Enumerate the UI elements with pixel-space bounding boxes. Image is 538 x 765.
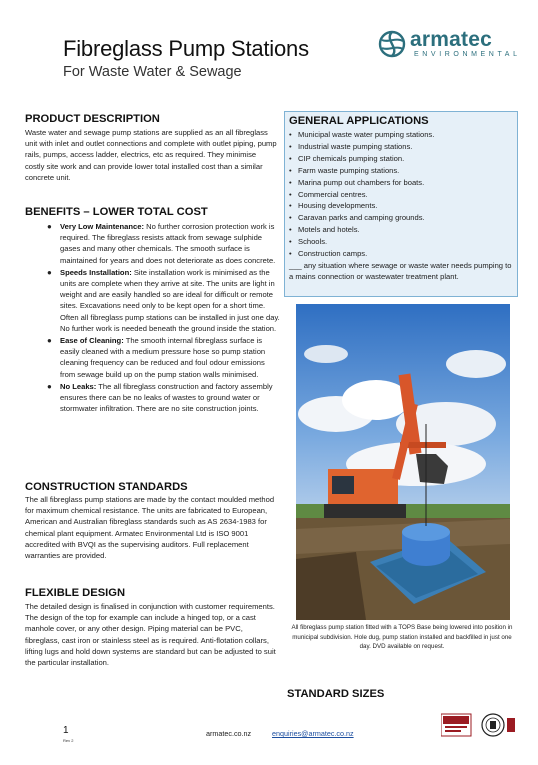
flexible-heading: FLEXIBLE DESIGN: [25, 587, 126, 599]
armatec-logo: [378, 27, 520, 63]
benefit-item: [45, 381, 280, 415]
benefits-list: [45, 221, 280, 415]
benefit-text: The smooth internal fibreglass surface is easily cleaned with a medium pressure hose so pump station cleaning frequency can be reduced and foul odour emissions from sewage build up on the pump station walls minimised.: [60, 336, 266, 379]
construction-heading: CONSTRUCTION STANDARDS: [25, 481, 188, 493]
benefits-heading: BENEFITS – LOWER TOTAL COST: [25, 206, 208, 218]
benefit-label: Ease of Cleaning:: [60, 336, 124, 346]
list-item: • Housing developments.: [289, 201, 378, 211]
applications-heading: GENERAL APPLICATIONS: [289, 115, 429, 127]
brand-name: armatec: [410, 28, 492, 51]
bullet-icon: •: [289, 177, 292, 187]
list-item: • Industrial waste pumping stations.: [289, 141, 413, 151]
pump-station-photo: [296, 304, 510, 620]
list-item: • Schools.: [289, 237, 328, 247]
benefit-item: [45, 221, 280, 266]
benefit-item: [45, 267, 280, 334]
iso-certification-icon: [441, 712, 515, 738]
footer-email-link[interactable]: enquiries@armatec.co.nz: [272, 729, 354, 738]
list-item: • Caravan parks and camping grounds.: [289, 213, 425, 223]
bullet-icon: ●: [47, 336, 52, 346]
list-item: • CIP chemicals pumping station.: [289, 153, 405, 163]
bullet-icon: •: [289, 141, 292, 151]
standard-sizes-heading: STANDARD SIZES: [287, 688, 385, 700]
excavator-photo-icon: [296, 304, 510, 620]
bullet-icon: ●: [47, 267, 52, 277]
footer-website-link[interactable]: armatec.co.nz: [206, 729, 252, 738]
flexible-text: The detailed design is finalised in conjunction with customer requirements. The design of the top for example can include a hinged top, or a cast manhole cover, or any other design. Piping material can be PVC, fibreglass, cast iron or stainless steel as is required. Anti-flotation collars, lifting lugs and hold down systems are standard but can be adjusted to suit the particular installation.: [25, 602, 276, 668]
bullet-icon: ●: [47, 381, 52, 391]
bullet-icon: •: [289, 213, 292, 223]
list-item: • Marina pump out chambers for boats.: [289, 177, 425, 187]
product-description-heading: PRODUCT DESCRIPTION: [25, 113, 160, 125]
certification-logos: [441, 712, 515, 738]
list-item: • Municipal waste water pumping stations.: [289, 130, 435, 139]
benefit-text: No further corrosion protection work is required. The fibreglass resists attack from sewage sulphide gases and many other chemicals. The smooth surface is maintained for years and does not deteriorate as does concrete.: [60, 222, 276, 265]
bullet-icon: •: [289, 165, 292, 175]
bullet-icon: •: [289, 237, 292, 247]
bullet-icon: •: [289, 225, 292, 235]
photo-caption: All fibreglass pump station fitted with a TOPS Base being lowered into position in municipal subdivision. Hole dug, pump station installed and backfilled in just one day. DVD available on request.: [291, 624, 513, 650]
bullet-icon: •: [289, 153, 292, 163]
benefit-label: No Leaks:: [60, 381, 97, 391]
benefit-item: [45, 335, 280, 380]
applications-box: [284, 111, 518, 297]
bullet-icon: •: [289, 130, 292, 139]
bullet-icon: •: [289, 189, 292, 199]
benefit-text: The all fibreglass construction and factory assembly ensures there can be no leaks of wastes to ground water or stormwater infiltration. There are no site construction joints.: [60, 381, 273, 414]
bullet-icon: •: [289, 249, 292, 259]
benefit-label: Very Low Maintenance:: [60, 222, 144, 231]
benefit-text: Site installation work is minimised as the units are complete when they arrive at site. The units are light in weight and are easily handled so are ideal for difficult or remote sites. Excavations need only to be kept open for a short time. Often all fibreglass pump stations can be installed in just one day. No further work is needed beneath the ground inside the station.: [60, 267, 280, 333]
list-item: • Commercial centres.: [289, 189, 368, 199]
revision-label: Rev 2: [63, 738, 74, 743]
page-subtitle: For Waste Water & Sewage: [63, 64, 242, 80]
list-item: • Construction camps.: [289, 249, 368, 259]
bullet-icon: ●: [47, 222, 52, 231]
page-number: 1: [63, 725, 69, 736]
product-description-text: Waste water and sewage pump stations are supplied as an all fibreglass unit with inlet and outlet connections and complete with outlet piping, pump rails, pumps, access ladder, electrics, etc as required. They minimise costly site work and can provide lower total installed cost than a similar concrete unit.: [25, 128, 277, 182]
list-item: • Farm waste pumping stations.: [289, 165, 400, 175]
brand-subtitle: ENVIRONMENTAL: [414, 51, 521, 58]
construction-text: The all fibreglass pump stations are made by the contact moulded method for maximum chemical resistance. The units are fabricated to European, American and Australian fibreglass standards such as AS 2634-1983 for chemical plant equipment. Armatec Environmental Ltd is ISO 9001 accredited with BVQI as the supervising auditors. Full replacement warranties are provided.: [25, 495, 275, 561]
list-item: • Motels and hotels.: [289, 225, 360, 235]
page-title: Fibreglass Pump Stations: [63, 36, 309, 61]
benefit-label: Speeds Installation:: [60, 267, 132, 277]
applications-list: [289, 129, 513, 260]
applications-note: ___ any situation where sewage or waste water needs pumping to a mains connection or wastewater treatment plant.: [289, 261, 512, 282]
armatec-logo-icon: [378, 29, 406, 59]
bullet-icon: •: [289, 201, 292, 211]
